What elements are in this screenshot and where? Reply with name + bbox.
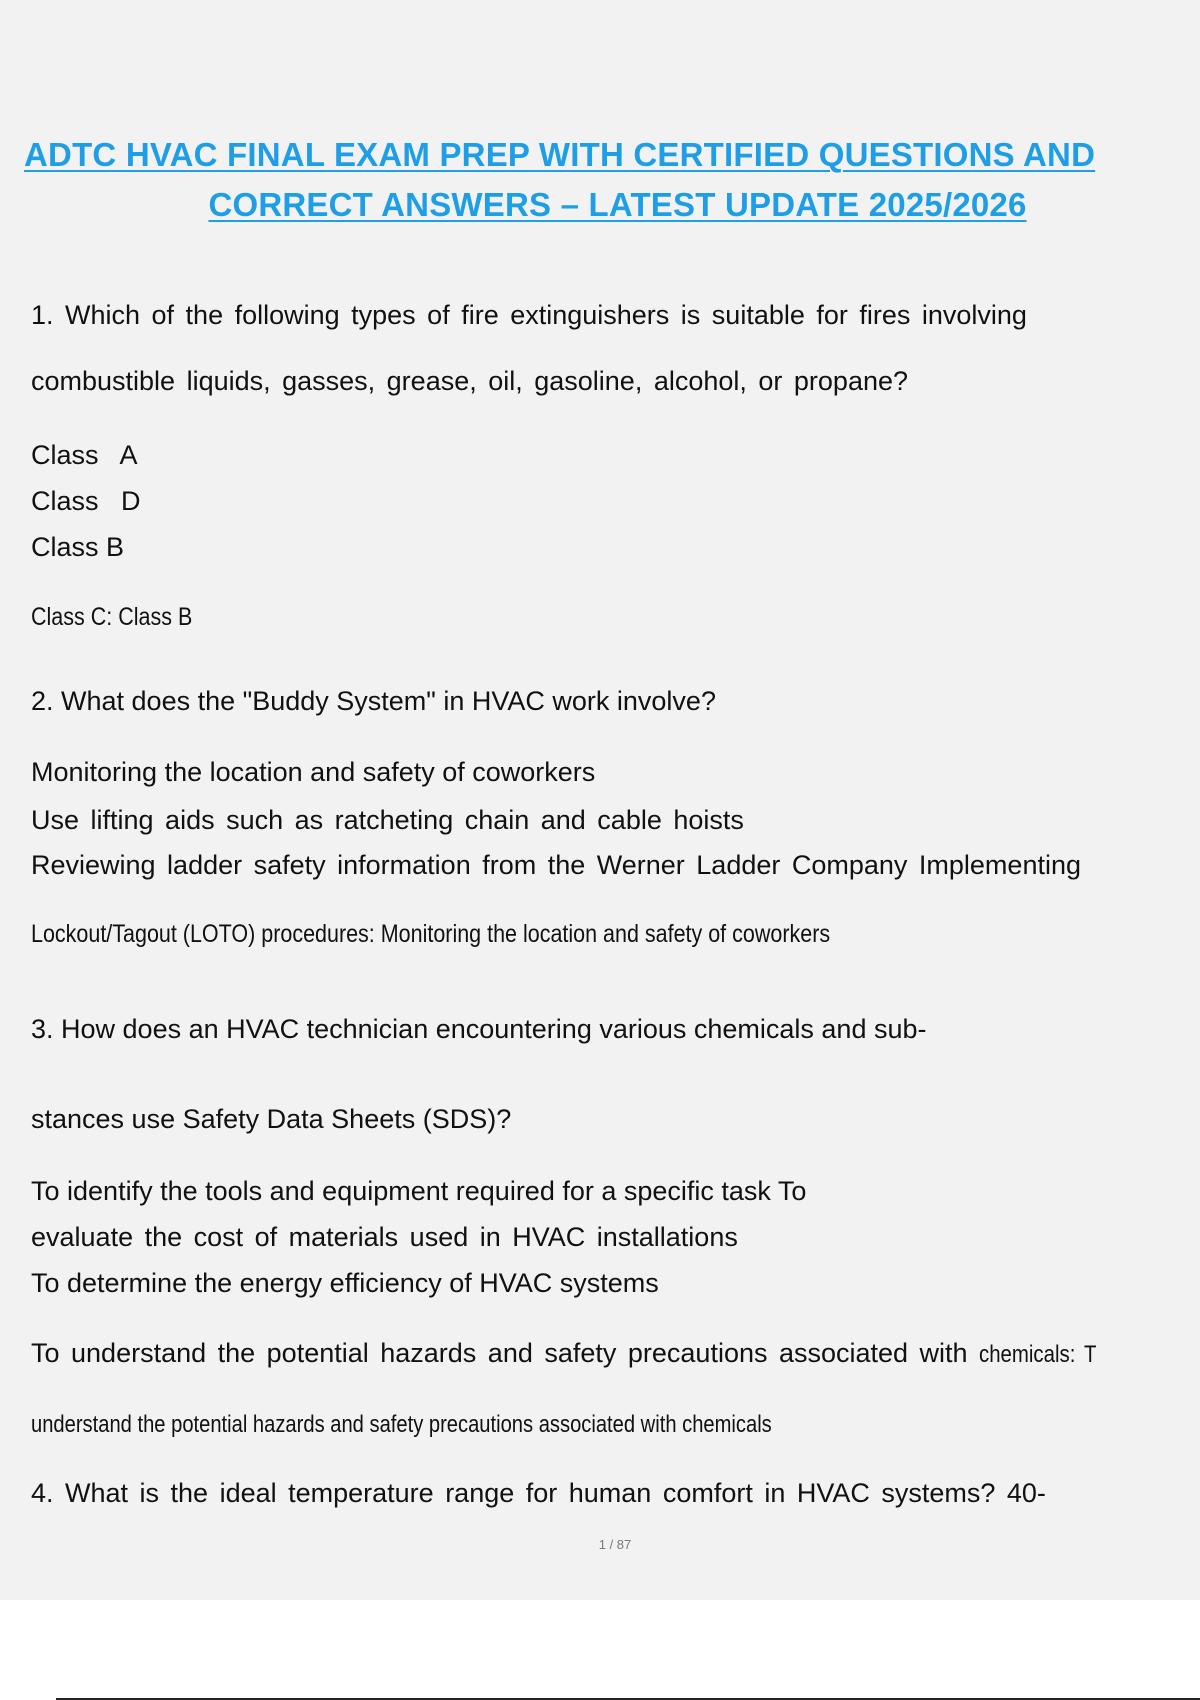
question-3-option-c: To determine the energy efficiency of HVAC systems <box>31 1268 659 1298</box>
question-3-text-line-2: stances use Safety Data Sheets (SDS)? <box>31 1104 512 1134</box>
question-3-answer-line-1 <box>31 1338 1117 1369</box>
question-3-answer-line-1-tail: chemicals: T <box>979 1341 1097 1368</box>
question-3-option-b: evaluate the cost of materials used in HVAC installations <box>31 1222 738 1252</box>
question-4-text: 4. What is the ideal temperature range for human comfort in HVAC systems? 40- <box>31 1478 1046 1508</box>
question-1-text-line-2: combustible liquids, gasses, grease, oil, gasoline, alcohol, or propane? <box>31 366 909 396</box>
question-1-option-a: Class A <box>31 440 138 470</box>
question-1-option-c: Class B <box>31 532 125 562</box>
question-1-option-b: Class D <box>31 486 141 516</box>
document-title-line-1: ADTC HVAC FINAL EXAM PREP WITH CERTIFIED QUESTIONS AND <box>24 136 1096 173</box>
document-title-line-2: CORRECT ANSWERS – LATEST UPDATE 2025/2026 <box>208 186 1027 223</box>
question-3-answer-line-2: understand the potential hazards and safety precautions associated with chemicals <box>31 1411 772 1438</box>
question-3-text-line-1: 3. How does an HVAC technician encountering various chemicals and sub- <box>31 1014 927 1044</box>
question-2-option-b: Use lifting aids such as ratcheting chain and cable hoists <box>31 805 744 835</box>
question-3-answer-line-1-main: To understand the potential hazards and safety precautions associated with <box>31 1338 968 1368</box>
question-2-answer: Lockout/Tagout (LOTO) procedures: Monitoring the location and safety of coworkers <box>31 920 831 948</box>
question-2-text: 2. What does the "Buddy System" in HVAC work involve? <box>31 686 716 716</box>
question-1-text-line-1: 1. Which of the following types of fire extinguishers is suitable for fires involving <box>31 300 1027 330</box>
question-2-option-c: Reviewing ladder safety information from the Werner Ladder Company Implementing <box>31 850 1081 880</box>
question-3-option-a: To identify the tools and equipment required for a specific task To <box>31 1176 807 1206</box>
question-1-answer: Class C: Class B <box>31 603 193 631</box>
question-2-option-a: Monitoring the location and safety of coworkers <box>31 757 596 787</box>
page-number: 1 / 87 <box>598 1537 632 1552</box>
